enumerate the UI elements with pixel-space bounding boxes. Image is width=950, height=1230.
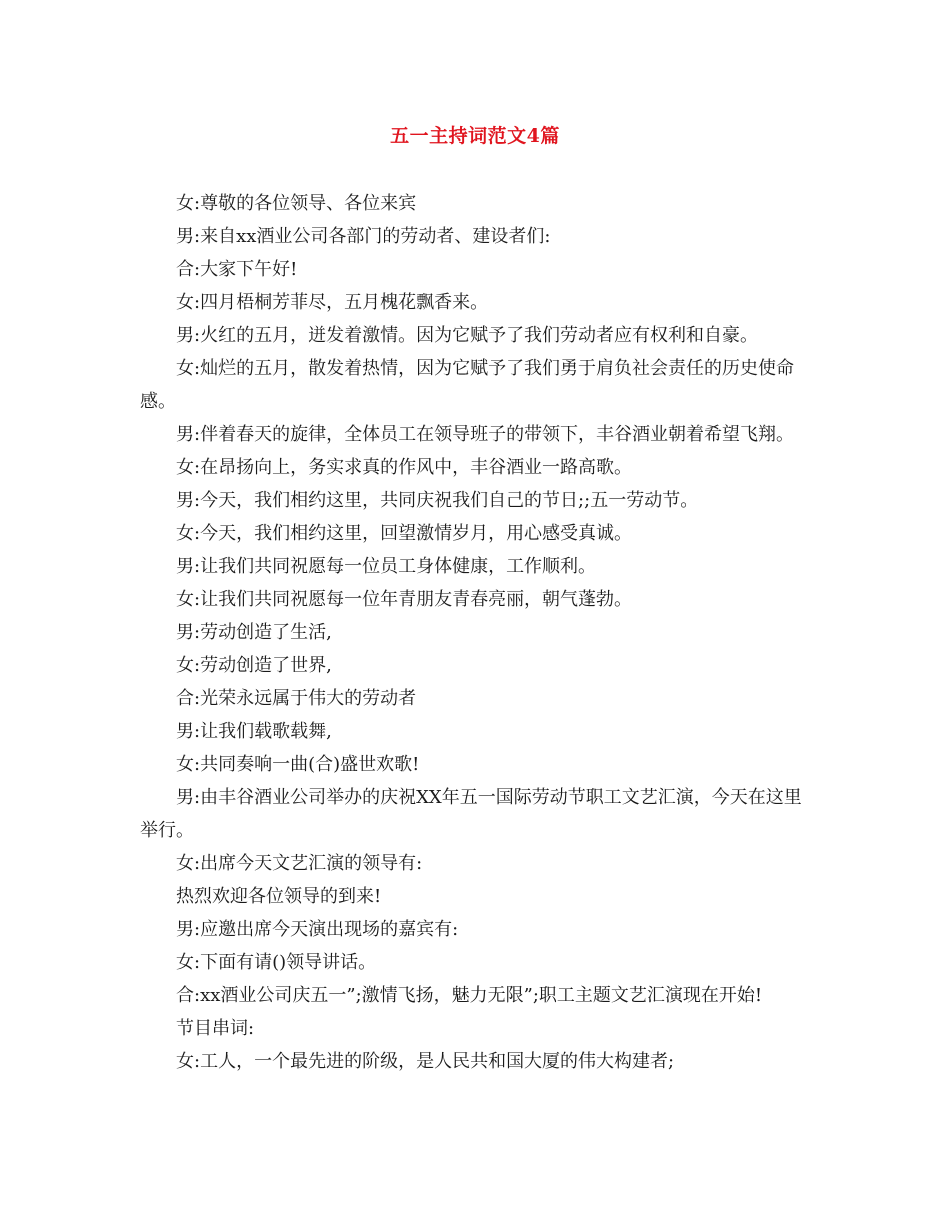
paragraph: 热烈欢迎各位领导的到来! xyxy=(176,886,382,907)
document-body xyxy=(140,187,815,1078)
paragraph: 女:工人，一个最先进的阶级，是人民共和国大厦的伟大构建者; xyxy=(176,1051,675,1072)
paragraph: 女:共同奏响一曲(合)盛世欢歌! xyxy=(176,754,420,775)
paragraph: 女:四月梧桐芳菲尽，五月槐花飘香来。 xyxy=(176,292,489,313)
paragraph: 男:火红的五月，迸发着激情。因为它赋予了我们劳动者应有权利和自豪。 xyxy=(176,325,759,346)
paragraph: 男:今天，我们相约这里，共同庆祝我们自己的节日;;五一劳动节。 xyxy=(176,490,699,511)
paragraph: 合:光荣永远属于伟大的劳动者 xyxy=(176,688,417,709)
paragraph: 女:尊敬的各位领导、各位来宾 xyxy=(176,193,417,214)
paragraph: 女:让我们共同祝愿每一位年青朋友青春亮丽，朝气蓬勃。 xyxy=(176,589,633,610)
paragraph: 女:下面有请()领导讲话。 xyxy=(176,952,377,973)
paragraph: 男:伴着春天的旋律，全体员工在领导班子的带领下，丰谷酒业朝着希望飞翔。 xyxy=(176,424,795,445)
paragraph: 男:由丰谷酒业公司举办的庆祝XX年五一国际劳动节职工文艺汇演，今天在这里举行。 xyxy=(140,787,802,841)
paragraph: 男:让我们载歌载舞, xyxy=(176,721,332,742)
paragraph: 女:在昂扬向上，务实求真的作风中，丰谷酒业一路高歌。 xyxy=(176,457,633,478)
paragraph: 合:xx酒业公司庆五一”;激情飞扬，魅力无限”;职工主题文艺汇演现在开始! xyxy=(176,985,763,1006)
paragraph: 男:应邀出席今天演出现场的嘉宾有: xyxy=(176,919,459,940)
paragraph: 节目串词: xyxy=(176,1018,255,1039)
paragraph: 男:劳动创造了生活, xyxy=(176,622,332,643)
paragraph: 女:灿烂的五月，散发着热情，因为它赋予了我们勇于肩负社会责任的历史使命感。 xyxy=(140,358,795,412)
paragraph: 男:来自xx酒业公司各部门的劳动者、建设者们: xyxy=(176,226,551,247)
paragraph: 男:让我们共同祝愿每一位员工身体健康，工作顺利。 xyxy=(176,556,597,577)
document-title: 五一主持词范文4篇 xyxy=(390,125,560,147)
paragraph: 女:劳动创造了世界, xyxy=(176,655,332,676)
paragraph: 女:出席今天文艺汇演的领导有: xyxy=(176,853,423,874)
paragraph: 女:今天，我们相约这里，回望激情岁月，用心感受真诚。 xyxy=(176,523,633,544)
paragraph: 合:大家下午好! xyxy=(176,259,298,280)
